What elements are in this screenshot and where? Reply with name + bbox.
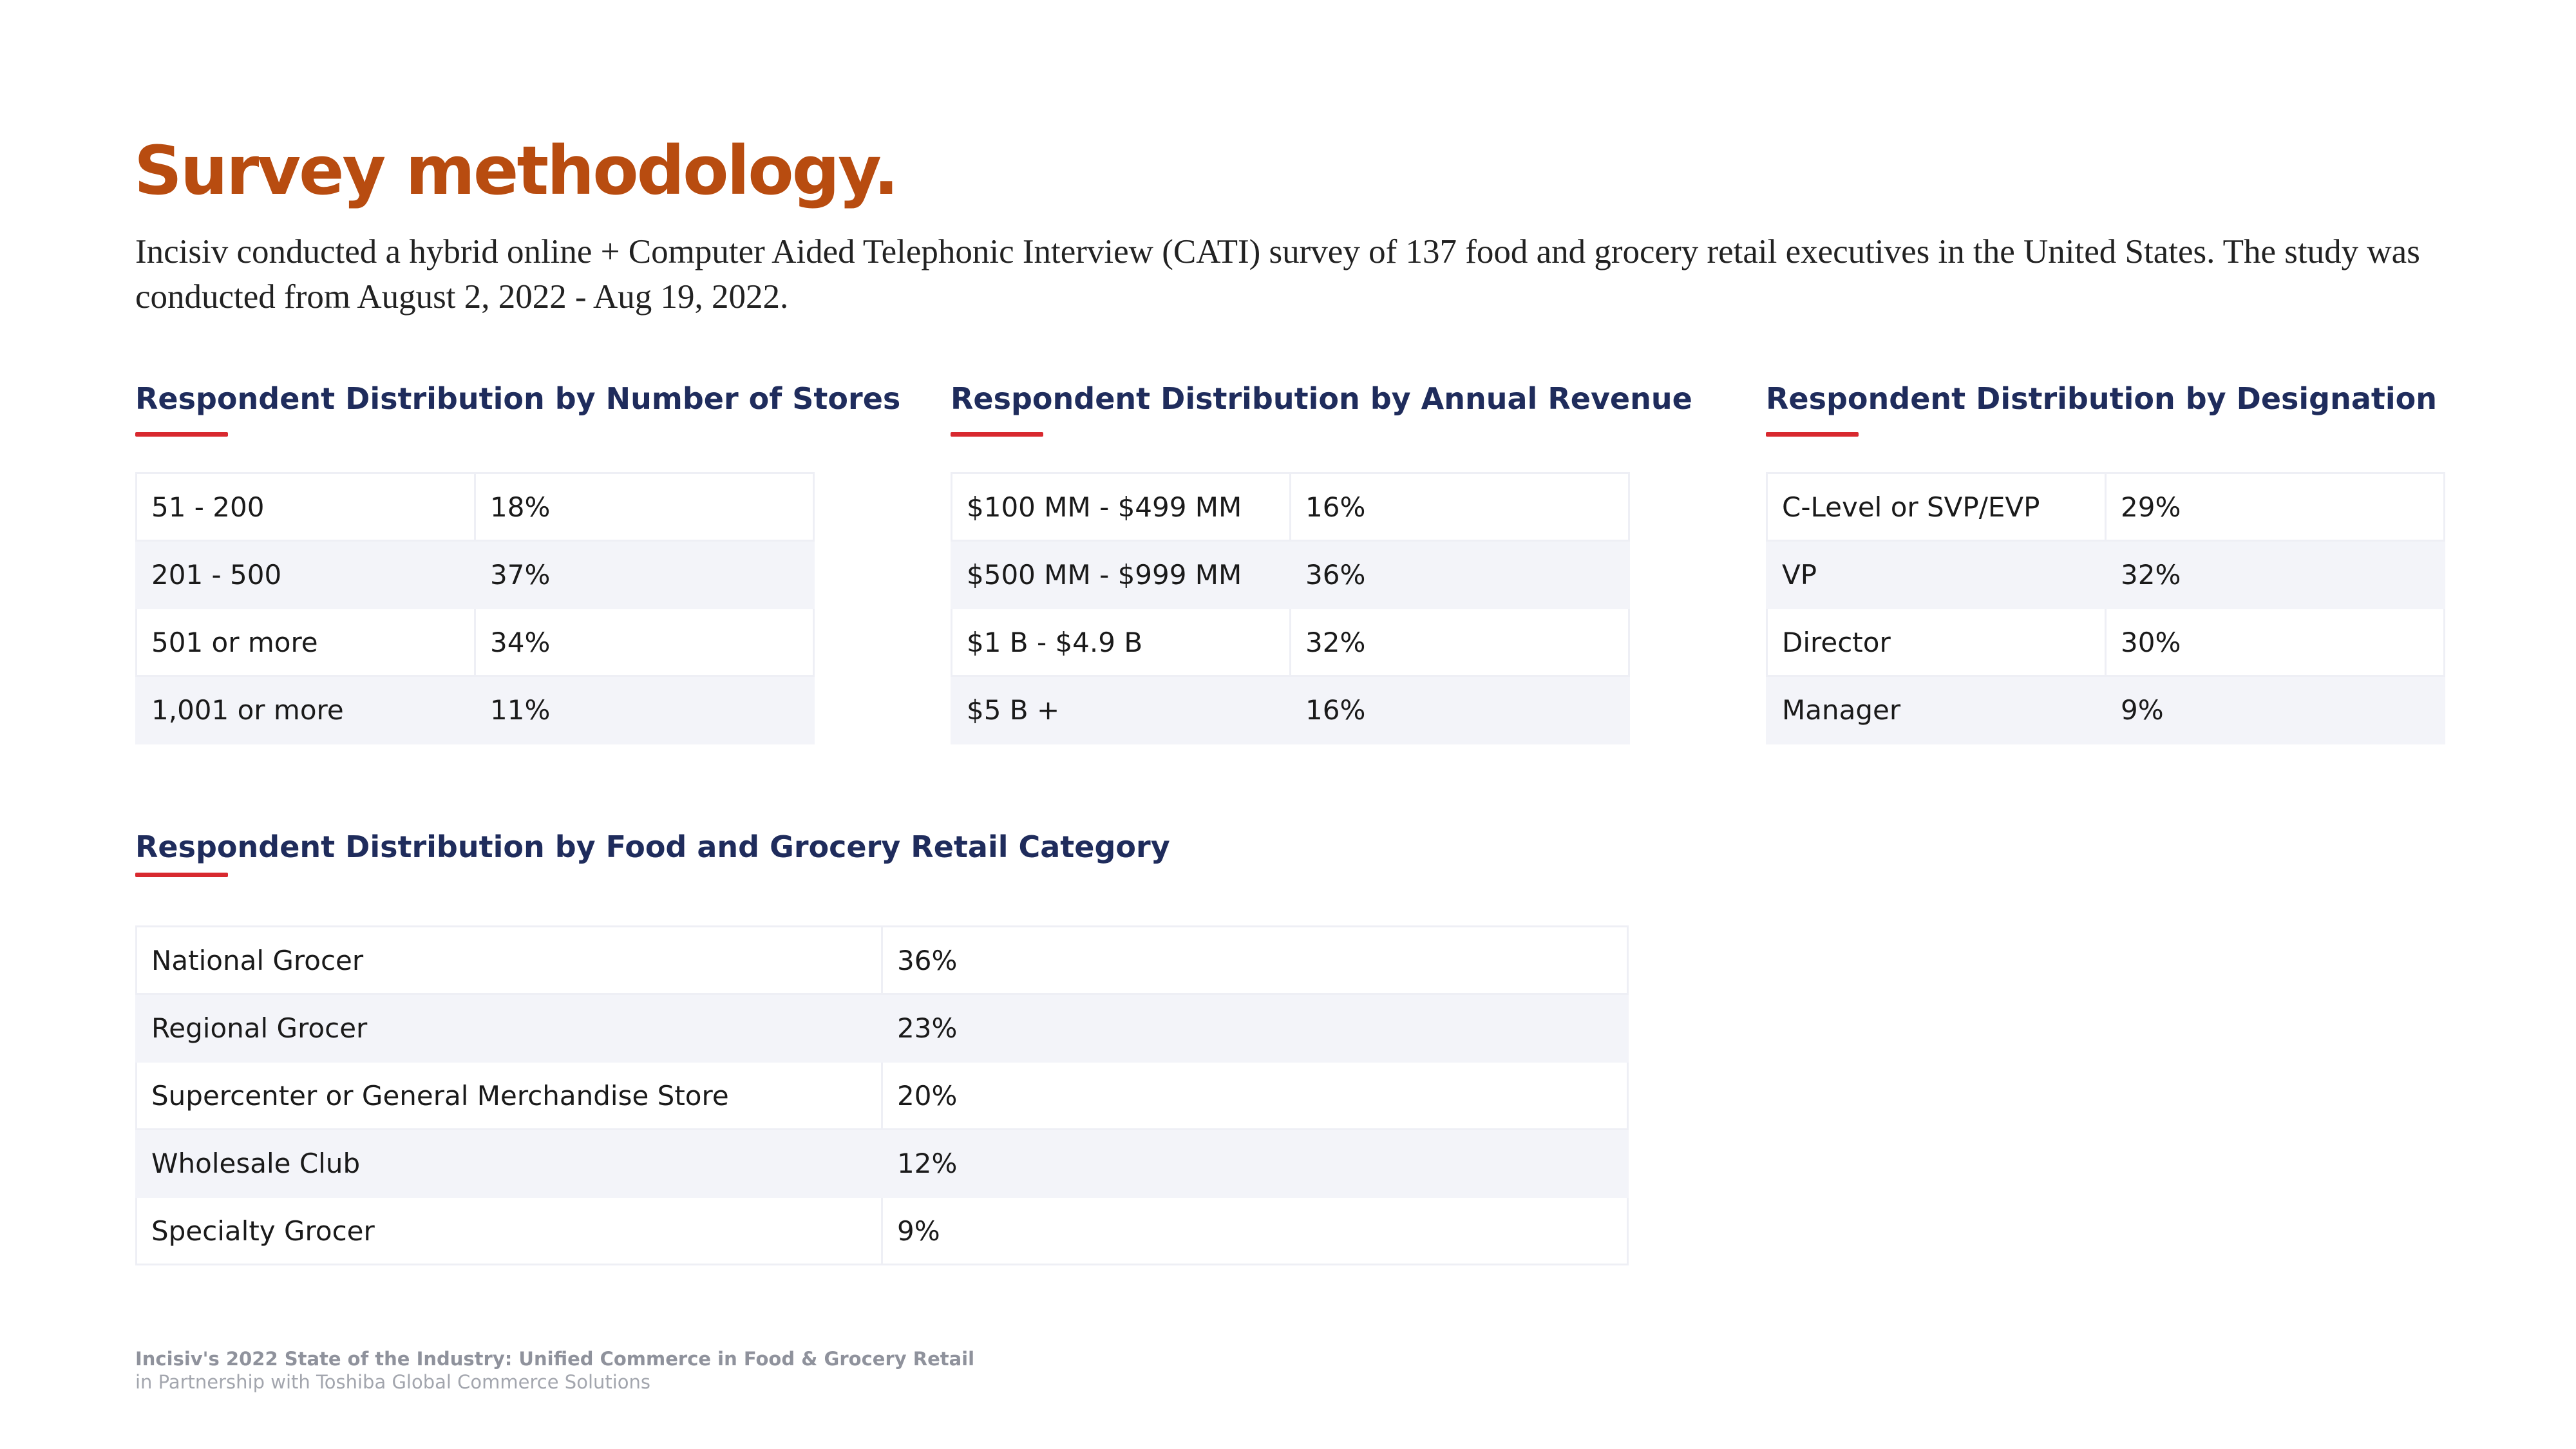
designation-accent-bar	[1766, 432, 1859, 437]
stores-section-title: Respondent Distribution by Number of Stores	[135, 381, 901, 416]
table-row	[952, 609, 1629, 676]
footer-title: Incisiv's 2022 State of the Industry: Unified Commerce in Food & Grocery Retail	[135, 1348, 975, 1370]
table-row	[137, 1062, 1628, 1130]
intro-paragraph: Incisiv conducted a hybrid online + Computer Aided Telephonic Interview (CATI) survey of 137 food and grocery retail executives in the United States. The study was conducted from August 2, 2022 - Aug 19, 2022.	[135, 233, 2420, 316]
row-value: 16%	[1291, 676, 1629, 744]
row-value: 11%	[475, 676, 814, 744]
row-value: 32%	[1291, 609, 1629, 676]
table-row	[952, 541, 1629, 609]
category-table	[135, 925, 1629, 1265]
row-label: Manager	[1767, 676, 2106, 744]
table-row	[137, 473, 814, 541]
row-value: 30%	[2106, 609, 2445, 676]
row-value: 29%	[2106, 473, 2445, 541]
table-row	[952, 676, 1629, 744]
row-label: National Grocer	[137, 927, 882, 994]
row-label: $100 MM - $499 MM	[952, 473, 1291, 541]
table-row	[137, 609, 814, 676]
row-label: $500 MM - $999 MM	[952, 541, 1291, 609]
category-section	[135, 824, 1629, 1265]
row-label: Specialty Grocer	[137, 1197, 882, 1265]
row-label: 201 - 500	[137, 541, 475, 609]
row-label: Supercenter or General Merchandise Store	[137, 1062, 882, 1130]
footer-subtitle: in Partnership with Toshiba Global Commerce Solutions	[135, 1371, 651, 1393]
designation-section	[1766, 376, 2445, 744]
revenue-accent-bar	[951, 432, 1043, 437]
table-row	[137, 1130, 1628, 1197]
table-row	[1767, 676, 2445, 744]
row-value: 18%	[475, 473, 814, 541]
table-row	[137, 541, 814, 609]
row-value: 36%	[882, 927, 1628, 994]
row-label: Regional Grocer	[137, 994, 882, 1062]
row-value: 32%	[2106, 541, 2445, 609]
row-label: $1 B - $4.9 B	[952, 609, 1291, 676]
stores-accent-bar	[135, 432, 228, 437]
row-value: 34%	[475, 609, 814, 676]
row-label: C-Level or SVP/EVP	[1767, 473, 2106, 541]
row-value: 9%	[2106, 676, 2445, 744]
table-row	[1767, 541, 2445, 609]
row-label: 1,001 or more	[137, 676, 475, 744]
page-title: Survey methodology.	[134, 131, 897, 210]
designation-section-title: Respondent Distribution by Designation	[1766, 381, 2438, 416]
table-row	[952, 473, 1629, 541]
stores-section	[135, 376, 900, 744]
row-value: 12%	[882, 1130, 1628, 1197]
table-row	[137, 676, 814, 744]
row-value: 20%	[882, 1062, 1628, 1130]
row-value: 16%	[1291, 473, 1629, 541]
row-label: $5 B +	[952, 676, 1291, 744]
designation-table	[1766, 472, 2445, 744]
row-label: 51 - 200	[137, 473, 475, 541]
stores-table	[135, 472, 815, 744]
table-row	[137, 994, 1628, 1062]
revenue-section-title: Respondent Distribution by Annual Revenue	[951, 381, 1692, 416]
table-row	[137, 1197, 1628, 1265]
category-section-title: Respondent Distribution by Food and Grocery Retail Category	[135, 829, 1170, 864]
footer	[135, 1347, 974, 1394]
row-value: 36%	[1291, 541, 1629, 609]
row-label: Wholesale Club	[137, 1130, 882, 1197]
row-label: Director	[1767, 609, 2106, 676]
table-row	[1767, 609, 2445, 676]
row-value: 9%	[882, 1197, 1628, 1265]
table-row	[1767, 473, 2445, 541]
row-label: VP	[1767, 541, 2106, 609]
row-value: 37%	[475, 541, 814, 609]
revenue-section	[951, 376, 1692, 744]
table-row	[137, 927, 1628, 994]
row-value: 23%	[882, 994, 1628, 1062]
row-label: 501 or more	[137, 609, 475, 676]
revenue-table	[951, 472, 1630, 744]
category-accent-bar	[135, 873, 228, 877]
